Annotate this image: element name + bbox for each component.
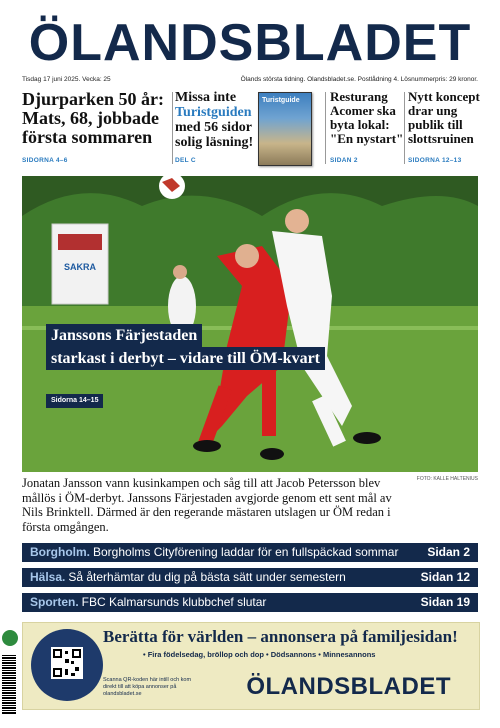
qr-instructions: Scanna QR-koden här intill och kom direkt till att köpa annonser på olandsbladet.se xyxy=(103,677,192,697)
family-ad[interactable] xyxy=(22,622,480,710)
band-keyword: Borgholm. xyxy=(30,545,90,559)
band-keyword: Sporten. xyxy=(30,595,79,609)
teaser-section: SIDORNA 12–13 xyxy=(408,157,462,164)
teaser-section: DEL C xyxy=(175,157,196,164)
photo-caption-line2: starkast i derbyt – vidare till ÖM-kvart xyxy=(46,347,325,370)
teaser-headline xyxy=(175,90,255,150)
teaser-section: SIDAN 2 xyxy=(330,157,358,164)
ad-logo: ÖLANDSBLADET xyxy=(246,673,451,700)
turistguide-cover-image[interactable] xyxy=(258,92,312,166)
band-sporten[interactable] xyxy=(22,593,478,612)
teaser-headline-c: med 56 sidor solig läsning! xyxy=(175,120,254,150)
teaser-acomer[interactable] xyxy=(330,90,406,166)
band-halsa[interactable] xyxy=(22,568,478,587)
barcode-icon xyxy=(2,655,16,715)
teaser-turistguiden[interactable] xyxy=(175,90,255,166)
qr-badge xyxy=(31,629,103,701)
info-bar xyxy=(22,74,478,86)
band-text: Borgholms Cityförening laddar för en fullspäckad sommar xyxy=(93,545,399,559)
teaser-headline: Resturang Acomer ska byta lokal: "En nystart" xyxy=(330,89,404,146)
column-divider xyxy=(172,92,173,164)
band-borgholm[interactable] xyxy=(22,543,478,562)
teaser-headline-b: Turistguiden xyxy=(175,105,252,120)
photo-pages-badge[interactable]: Sidorna 14–15 xyxy=(46,394,103,408)
band-keyword: Hälsa. xyxy=(30,570,66,584)
teaser-slottsruinen[interactable] xyxy=(408,90,480,166)
column-divider xyxy=(404,92,405,164)
teaser-headline: Nytt koncept drar ung publik till slottsruinen xyxy=(408,89,480,146)
band-text: Så återhämtar du dig på bästa sätt under semestern xyxy=(68,570,346,584)
band-text: FBC Kalmarsunds klubbchef slutar xyxy=(81,595,267,609)
band-page: Sidan 12 xyxy=(420,570,470,584)
paper-info: Ölands största tidning. Olandsbladet.se. Postlådning 4. Lösnummerpris: 29 kronor. xyxy=(240,76,478,83)
lead-text: Jonatan Jansson vann kusinkampen och såg till att Jacob Petersson blev mållös i ÖM-derbyt. Janssons Färjestaden avgjorde genom ett sent mål av Nils Brinktell. Därmed är den regerande mästaren utslagen ur ÖM redan i första omgången. xyxy=(22,476,392,534)
teaser-headline: Djurparken 50 år: Mats, 68, jobbade första sommaren xyxy=(22,89,164,147)
scoreboard-sign-text: SAKRA xyxy=(63,262,97,272)
teaser-djurparken[interactable] xyxy=(22,90,168,166)
teaser-section: SIDORNA 4–6 xyxy=(22,157,68,164)
football-photo[interactable] xyxy=(22,176,478,472)
photo-credit: FOTO: KALLE HALTENIUS xyxy=(416,476,478,482)
photo-caption-line1: Janssons Färjestaden xyxy=(46,324,202,347)
ad-list: • Fira födelsedag, bröllop och dop • Dödsannons • Minnesannons xyxy=(143,650,376,659)
column-divider xyxy=(325,92,326,164)
fsc-logo-icon xyxy=(2,630,18,646)
teaser-headline-a: Missa inte xyxy=(175,90,237,105)
cover-title: Turistguide xyxy=(262,97,300,104)
ad-title: Berätta för världen – annonsera på familjesidan! xyxy=(103,627,458,646)
qr-code-icon[interactable] xyxy=(51,647,83,679)
issue-date: Tisdag 17 juni 2025. Vecka: 25 xyxy=(22,76,111,83)
band-page: Sidan 19 xyxy=(420,595,470,609)
masthead-logo: ÖLANDSBLADET xyxy=(28,14,472,72)
band-page: Sidan 2 xyxy=(427,545,470,559)
teaser-row xyxy=(22,90,478,166)
